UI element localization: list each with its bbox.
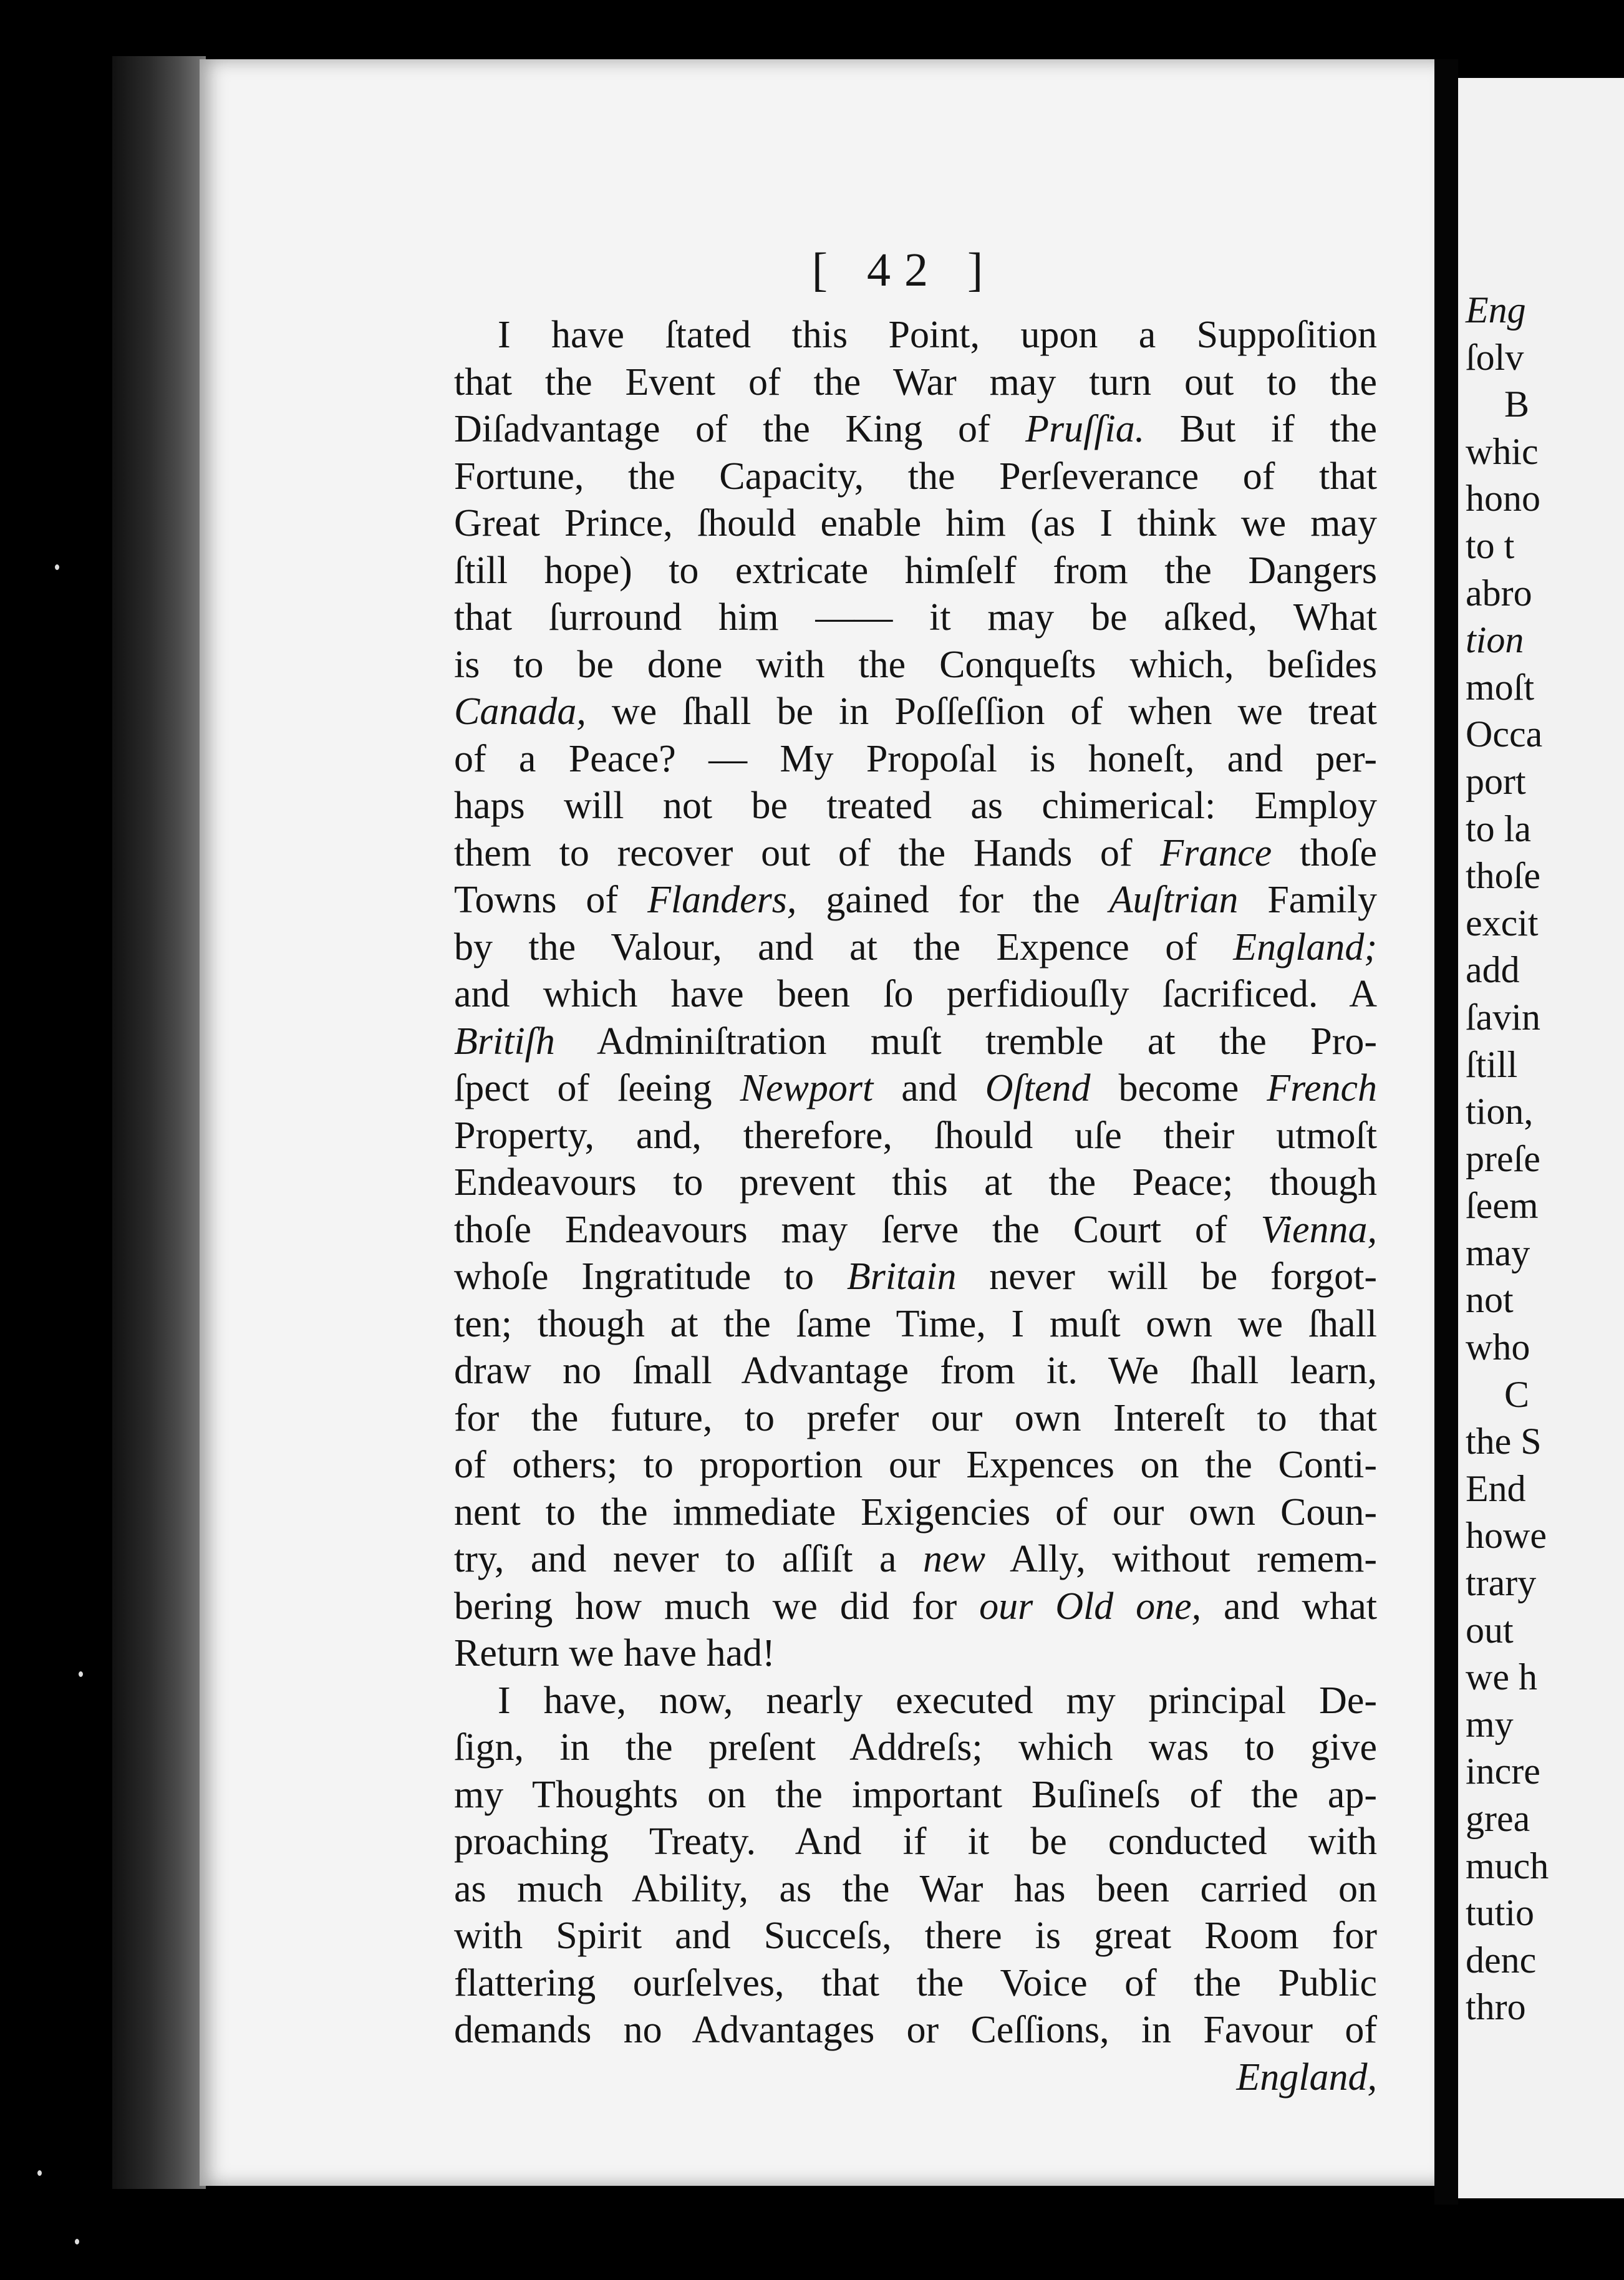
text-line: that the Event of the War may turn out to the [454, 360, 1377, 403]
text-line-fragment: not [1466, 1279, 1514, 1321]
text-line-fragment: thoſe [1466, 855, 1540, 897]
text-line-fragment: hono [1466, 478, 1540, 519]
page-number: [ 42 ] [811, 244, 997, 296]
text-line-fragment: End [1466, 1467, 1526, 1509]
text-line-fragment: ſeem [1466, 1185, 1539, 1227]
text-line-fragment: we h [1466, 1656, 1537, 1698]
text-line-fragment: C [1504, 1373, 1530, 1415]
margin-speck [55, 564, 59, 570]
right-page-text [1466, 287, 1624, 2031]
catchword: England, [1236, 2055, 1377, 2099]
text-line-fragment: ſavin [1466, 996, 1540, 1038]
text-line: try, and never to aſſiſt a new Ally, without remem- [454, 1538, 1377, 1580]
text-line: Britiſh Adminiſtration muſt tremble at the Pro- [454, 1020, 1377, 1063]
text-line-fragment: moſt [1466, 666, 1535, 708]
text-line-fragment: trary [1466, 1562, 1537, 1604]
text-line: Property, and, therefore, ſhould uſe their utmoſt [454, 1114, 1377, 1157]
text-line-fragment: preſe [1466, 1138, 1540, 1179]
text-line: Fortune, the Capacity, the Perſeverance of that [454, 455, 1377, 498]
text-line: whoſe Ingratitude to Britain never will be forgot- [454, 1255, 1377, 1298]
text-line-fragment: may [1466, 1232, 1530, 1273]
margin-speck [75, 2239, 79, 2244]
text-line-fragment: grea [1466, 1798, 1530, 1839]
text-line: by the Valour, and at the Expence of England; [454, 925, 1377, 969]
text-line-fragment: tion, [1466, 1091, 1534, 1133]
text-line: of others; to proportion our Expences on the Conti- [454, 1444, 1377, 1486]
text-line: bering how much we did for our Old one, and what [454, 1585, 1377, 1628]
text-line-fragment: add [1466, 949, 1520, 991]
text-line-fragment: excit [1466, 902, 1539, 944]
text-line: Great Prince, ſhould enable him (as I think we may [454, 502, 1377, 544]
text-line: Towns of Flanders, gained for the Auſtrian Family [454, 879, 1377, 921]
left-page-text [454, 312, 1377, 2101]
text-line: Endeavours to prevent this at the Peace; though [454, 1161, 1377, 1204]
text-line-fragment: whic [1466, 430, 1539, 472]
text-line-fragment: who [1466, 1326, 1530, 1368]
text-line: as much Ability, as the War has been carried on [454, 1867, 1377, 1910]
text-line-fragment: to t [1466, 524, 1515, 566]
text-line: haps will not be treated as chimerical: Employ [454, 785, 1377, 827]
text-line: for the future, to prefer our own Intereſt to that [454, 1396, 1377, 1439]
text-line-fragment: Occa [1466, 713, 1543, 755]
text-line-fragment: howe [1466, 1515, 1547, 1557]
text-line-fragment: Eng [1466, 289, 1526, 331]
text-line: ſtill hope) to extricate himſelf from the Dangers [454, 549, 1377, 592]
text-line: flattering ourſelves, that the Voice of the Public [454, 1961, 1377, 2004]
text-line: is to be done with the Conqueſts which, beſides [454, 643, 1377, 686]
page-gutter [1434, 59, 1458, 2205]
text-line: of a Peace? — My Propoſal is honeſt, and per- [454, 737, 1377, 780]
text-line-fragment: much [1466, 1845, 1549, 1886]
text-line: them to recover out of the Hands of France thoſe [454, 831, 1377, 874]
text-line-fragment: incre [1466, 1751, 1540, 1792]
text-line: ſign, in the preſent Addreſs; which was to give [454, 1726, 1377, 1769]
margin-speck [37, 2170, 42, 2176]
text-line: nent to the immediate Exigencies of our own Coun- [454, 1490, 1377, 1534]
text-line: I have, now, nearly executed my principal De- [498, 1679, 1377, 1722]
text-line-fragment: the S [1466, 1421, 1542, 1462]
text-line: I have ſtated this Point, upon a Suppoſition [498, 314, 1377, 356]
text-line: thoſe Endeavours may ſerve the Court of Vienna, [454, 1208, 1377, 1251]
text-line-fragment: to la [1466, 808, 1531, 849]
text-line-fragment: tion [1466, 619, 1524, 661]
text-line: demands no Advantages or Ceſſions, in Favour of [454, 2009, 1377, 2051]
text-line: ſpect of ſeeing Newport and Oſtend become French [454, 1067, 1378, 1109]
text-line-fragment: abro [1466, 572, 1532, 614]
text-line: Return we have had! [454, 1632, 775, 1674]
text-line: my Thoughts on the important Buſineſs of the ap- [454, 1773, 1377, 1816]
text-line: that ſurround him —— it may be aſked, What [454, 596, 1377, 639]
text-line: Canada, we ſhall be in Poſſeſſion of when we treat [454, 690, 1377, 733]
text-line: ten; though at the ſame Time, I muſt own we ſhall [454, 1302, 1377, 1345]
text-line-fragment: my [1466, 1703, 1514, 1745]
text-line: draw no ſmall Advantage from it. We ſhall learn, [454, 1350, 1377, 1392]
text-line-fragment: port [1466, 760, 1526, 802]
text-line-fragment: ſtill [1466, 1043, 1518, 1085]
text-line-fragment: thro [1466, 1986, 1526, 2028]
text-line: and which have been ſo perfidiouſly ſacrificed. A [454, 973, 1377, 1015]
text-line-fragment: tutio [1466, 1892, 1535, 1934]
margin-speck [79, 1671, 83, 1677]
text-line-fragment: B [1504, 384, 1530, 425]
text-line: with Spirit and Succeſs, there is great Room for [454, 1915, 1377, 1957]
text-line-fragment: denc [1466, 1939, 1537, 1981]
book-binding-edge [112, 56, 206, 2189]
text-line-fragment: ſolv [1466, 336, 1524, 378]
text-line: Diſadvantage of the King of Pruſſia. But if the [454, 408, 1377, 450]
text-line: proaching Treaty. And if it be conducted with [454, 1820, 1377, 1863]
text-line-fragment: out [1466, 1609, 1514, 1651]
